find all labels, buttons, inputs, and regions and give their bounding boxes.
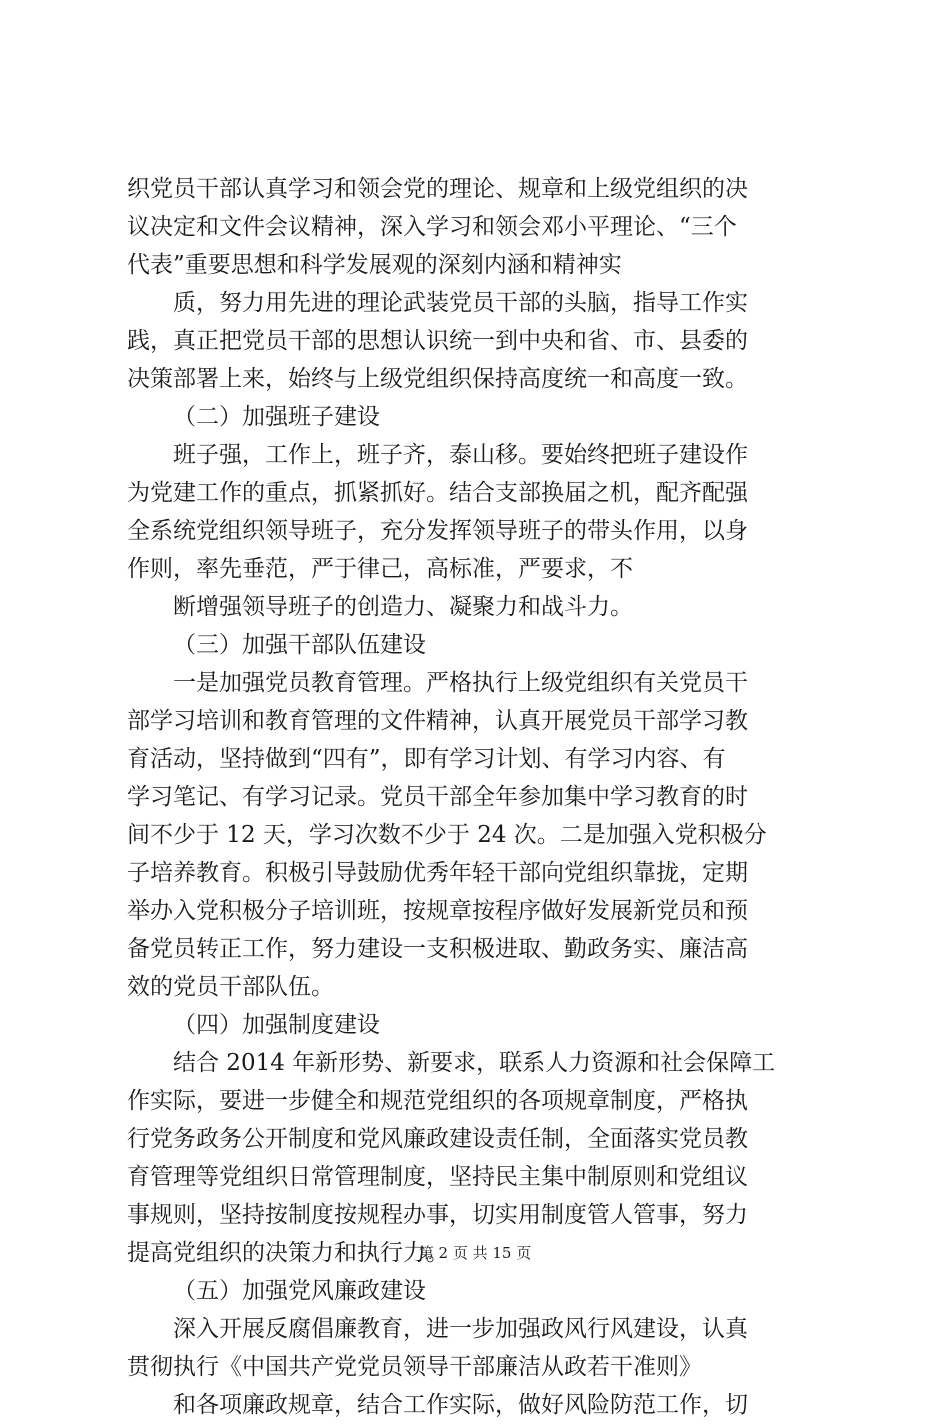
text-line: 一是加强党员教育管理。严格执行上级党组织有关党员干 (173, 670, 748, 696)
text-line: 部学习培训和教育管理的文件精神，认真开展党员干部学习教 (127, 708, 748, 734)
text-line: 全系统党组织领导班子，充分发挥领导班子的带头作用，以身 (127, 518, 748, 544)
text-line: 育活动，坚持做到“四有”，即有学习计划、有学习内容、有 (127, 746, 726, 772)
document-body (127, 170, 827, 1424)
text-line: 践，真正把党员干部的思想认识统一到中央和省、市、县委的 (127, 328, 748, 354)
text-line: 议决定和文件会议精神，深入学习和领会邓小平理论、“三个 (127, 214, 737, 240)
page-number-footer: 第 2 页 共 15 页 (418, 1244, 532, 1262)
text-line: 结合 2014 年新形势、新要求，联系人力资源和社会保障工 (173, 1050, 776, 1076)
text-line: 织党员干部认真学习和领会党的理论、规章和上级党组织的决 (127, 176, 748, 202)
text-line: 间不少于 12 天，学习次数不少于 24 次。二是加强入党积极分 (127, 822, 767, 848)
text-line: 为党建工作的重点，抓紧抓好。结合支部换届之机，配齐配强 (127, 480, 748, 506)
text-line: （五）加强党风廉政建设 (173, 1278, 426, 1304)
text-line: 贯彻执行《中国共产党党员领导干部廉洁从政若干准则》 (127, 1354, 702, 1380)
text-line: 学习笔记、有学习记录。党员干部全年参加集中学习教育的时 (127, 784, 748, 810)
text-line: （三）加强干部队伍建设 (173, 632, 426, 658)
text-line: 作则，率先垂范，严于律己，高标准，严要求，不 (127, 556, 633, 582)
text-line: 事规则，坚持按制度按规程办事，切实用制度管人管事，努力 (127, 1202, 748, 1228)
text-line: 提高党组织的决策力和执行力。 (127, 1240, 449, 1266)
text-line: 效的党员干部队伍。 (127, 974, 334, 1000)
text-line: 深入开展反腐倡廉教育，进一步加强政风行风建设，认真 (173, 1316, 748, 1342)
text-line: （四）加强制度建设 (173, 1012, 380, 1038)
text-line: 行党务政务公开制度和党风廉政建设责任制，全面落实党员教 (127, 1126, 748, 1152)
text-line: 代表”重要思想和科学发展观的深刻内涵和精神实 (127, 252, 622, 278)
text-line: 和各项廉政规章，结合工作实际，做好风险防范工作，切 (173, 1392, 748, 1418)
text-line: 举办入党积极分子培训班，按规章按程序做好发展新党员和预 (127, 898, 748, 924)
text-line: 子培养教育。积极引导鼓励优秀年轻干部向党组织靠拢，定期 (127, 860, 748, 886)
text-line: 备党员转正工作，努力建设一支积极进取、勤政务实、廉洁高 (127, 936, 748, 962)
text-line: 育管理等党组织日常管理制度，坚持民主集中制原则和党组议 (127, 1164, 748, 1190)
text-line: 班子强，工作上，班子齐，泰山移。要始终把班子建设作 (173, 442, 748, 468)
text-line: 断增强领导班子的创造力、凝聚力和战斗力。 (173, 594, 633, 620)
text-line: 质，努力用先进的理论武装党员干部的头脑，指导工作实 (173, 290, 748, 316)
text-line: （二）加强班子建设 (173, 404, 380, 430)
text-line: 作实际，要进一步健全和规范党组织的各项规章制度，严格执 (127, 1088, 748, 1114)
text-line: 决策部署上来，始终与上级党组织保持高度统一和高度一致。 (127, 366, 748, 392)
